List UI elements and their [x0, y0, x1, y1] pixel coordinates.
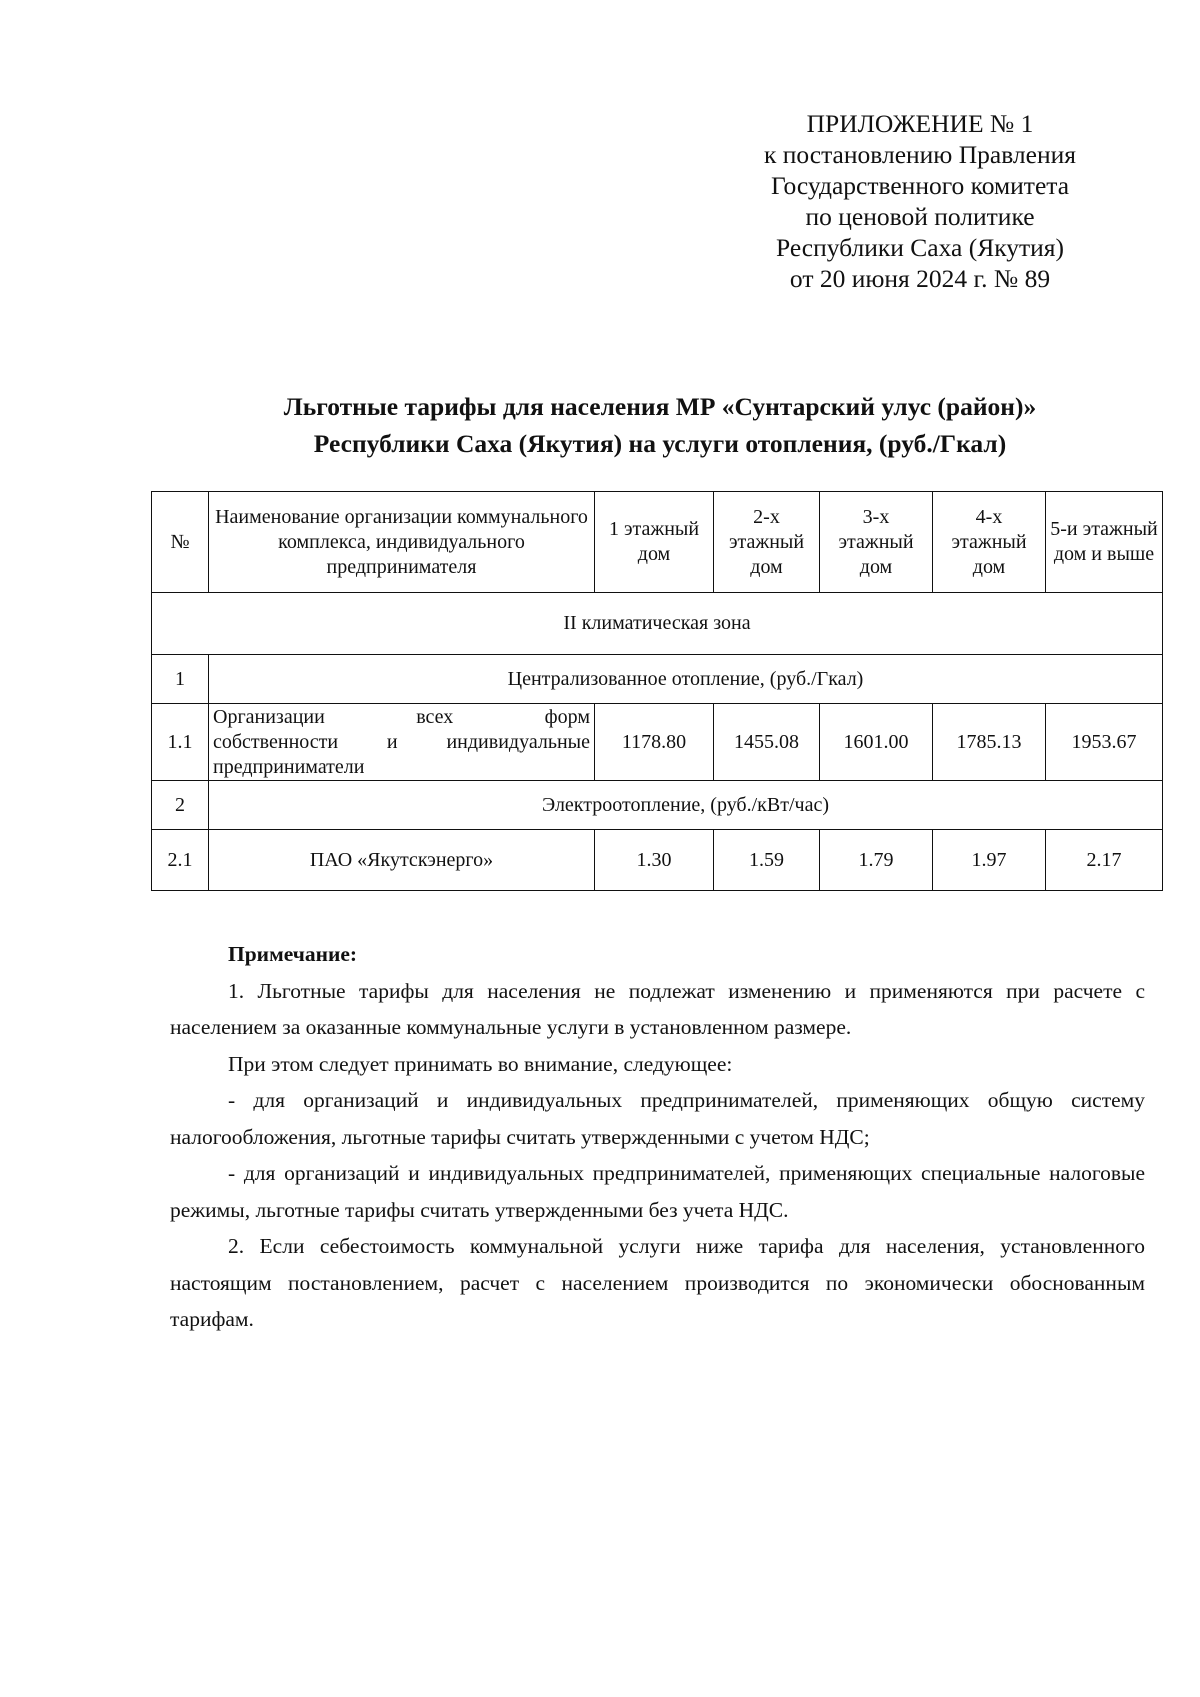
- appendix-header: [720, 108, 1120, 294]
- title-line-2: Республики Саха (Якутия) на услуги отопления, (руб./Гкал): [313, 429, 1007, 458]
- table-row: [152, 704, 1163, 781]
- note-paragraph: - для организаций и индивидуальных предпринимателей, применяющих специальные налоговые режимы, льготные тарифы считать утвержденными без учета НДС.: [170, 1161, 1145, 1222]
- tariff-value: 1953.67: [1046, 704, 1163, 781]
- row-num: 2.1: [152, 830, 209, 891]
- table-row: [152, 830, 1163, 891]
- tariff-value: 1785.13: [933, 704, 1046, 781]
- note-paragraph: 2. Если себестоимость коммунальной услуги ниже тарифа для населения, установленного настоящим постановлением, расчет с населением производится по экономически обоснованным тарифам.: [170, 1234, 1145, 1331]
- tariff-value: 1455.08: [714, 704, 820, 781]
- tariff-table: [151, 491, 1163, 891]
- appendix-line: ПРИЛОЖЕНИЕ № 1: [806, 109, 1034, 138]
- section-row: [152, 781, 1163, 830]
- tariff-value: 2.17: [1046, 830, 1163, 891]
- title-line-1: Льготные тарифы для населения МР «Сунтарский улус (район)»: [283, 392, 1037, 421]
- tariff-value: 1.30: [595, 830, 714, 891]
- header-col-1: 1 этажный дом: [595, 492, 714, 593]
- tariff-value: 1.79: [820, 830, 933, 891]
- zone-label: II климатическая зона: [152, 593, 1163, 655]
- document-title: [160, 388, 1160, 462]
- note-paragraph: - для организаций и индивидуальных предпринимателей, применяющих общую систему налогообложения, льготные тарифы считать утвержденными с учетом НДС;: [170, 1088, 1145, 1149]
- tariff-value: 1.59: [714, 830, 820, 891]
- header-col-5: 5-и этажный дом и выше: [1046, 492, 1163, 593]
- section-num: 2: [152, 781, 209, 830]
- section-num: 1: [152, 655, 209, 704]
- section-row: [152, 655, 1163, 704]
- note-paragraph: 1. Льготные тарифы для населения не подлежат изменению и применяются при расчете с населением за оказанные коммунальные услуги в установленном размере.: [170, 978, 1145, 1039]
- header-col-2: 2-х этажный дом: [714, 492, 820, 593]
- appendix-line: по ценовой политике: [805, 202, 1035, 231]
- row-name: ПАО «Якутскэнерго»: [209, 830, 595, 891]
- tariff-value: 1178.80: [595, 704, 714, 781]
- row-name: [209, 704, 595, 781]
- appendix-line: от 20 июня 2024 г. № 89: [789, 264, 1051, 293]
- row-name-line: собственности и индивидуальные: [213, 730, 590, 753]
- header-col-4: 4-х этажный дом: [933, 492, 1046, 593]
- notes-title: Примечание:: [228, 942, 358, 966]
- table-header-row: [152, 492, 1163, 593]
- appendix-line: Государственного комитета: [770, 171, 1070, 200]
- header-num: №: [152, 492, 209, 593]
- tariff-value: 1.97: [933, 830, 1046, 891]
- note-paragraph: При этом следует принимать во внимание, следующее:: [228, 1051, 733, 1076]
- header-name: Наименование организации коммунального комплекса, индивидуального предпринимателя: [209, 492, 595, 593]
- tariff-value: 1601.00: [820, 704, 933, 781]
- appendix-line: Республики Саха (Якутия): [775, 233, 1065, 262]
- section-title: Централизованное отопление, (руб./Гкал): [209, 655, 1163, 704]
- row-name-line: Организации всех форм: [213, 705, 590, 728]
- appendix-line: к постановлению Правления: [763, 140, 1076, 169]
- row-num: 1.1: [152, 704, 209, 781]
- section-title: Электроотопление, (руб./кВт/час): [209, 781, 1163, 830]
- header-col-3: 3-х этажный дом: [820, 492, 933, 593]
- zone-row: [152, 593, 1163, 655]
- row-name-line: предприниматели: [213, 755, 365, 778]
- notes-section: [170, 936, 1145, 1338]
